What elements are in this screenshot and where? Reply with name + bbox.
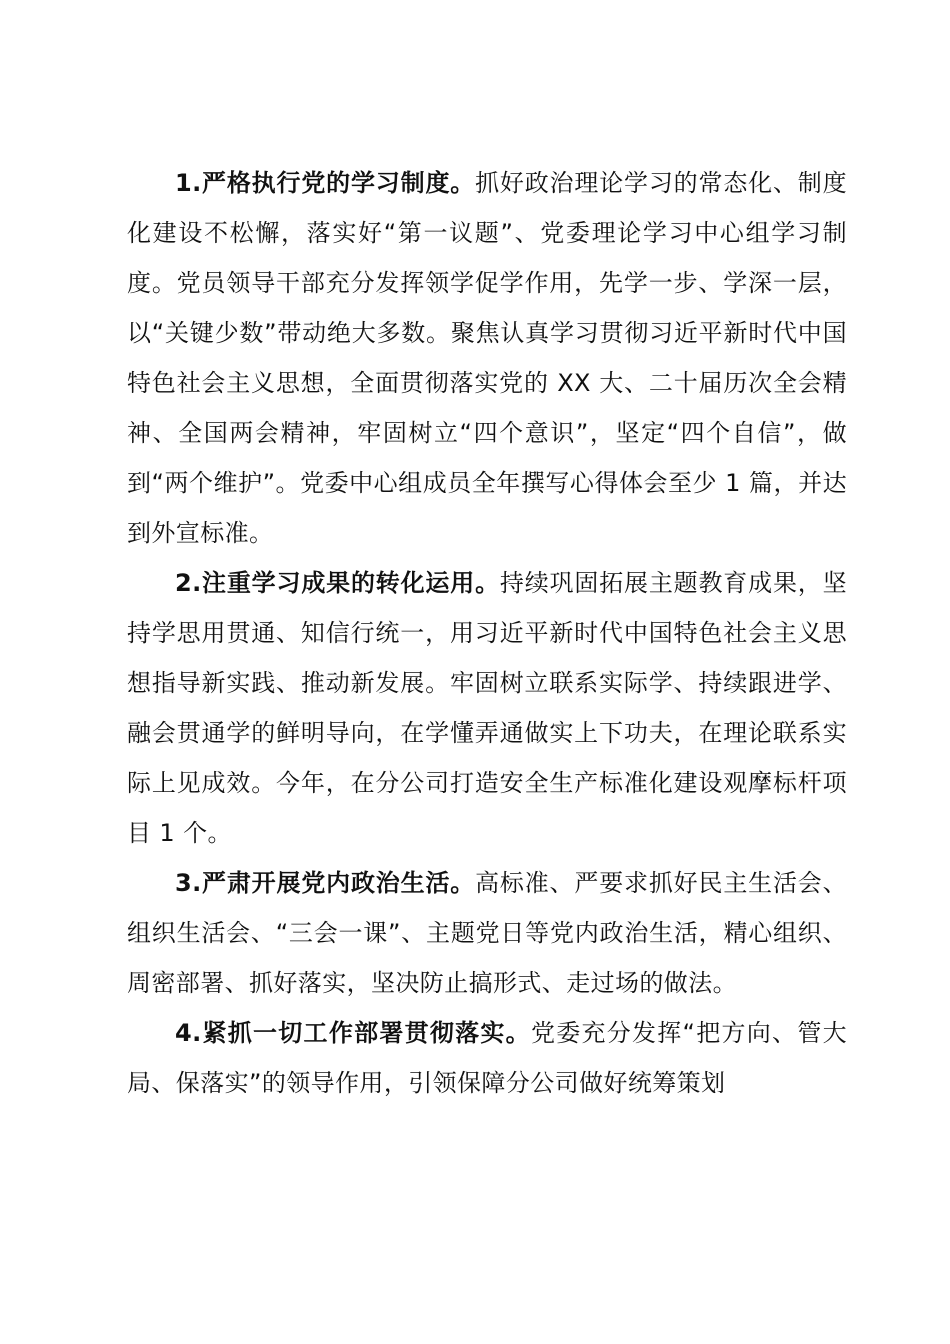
paragraph-3-text: 高标准、严要求抓好民主生活会、组织生活会、“三会一课”、主题党日等党内政治生活，精心组织、周密部署、抓好落实，坚决防止搞形式、走过场的做法。: [127, 869, 848, 997]
paragraph-4: [127, 1008, 847, 1108]
paragraph-3: [127, 858, 847, 1008]
paragraph-2-heading: 2.注重学习成果的转化运用。: [175, 569, 500, 597]
paragraph-1-heading: 1.严格执行党的学习制度。: [175, 169, 476, 197]
paragraph-4-heading: 4.紧抓一切工作部署贯彻落实。: [175, 1019, 531, 1047]
paragraph-2-text: 持续巩固拓展主题教育成果，坚持学思用贯通、知信行统一，用习近平新时代中国特色社会主义思想指导新实践、推动新发展。牢固树立联系实际学、持续跟进学、融会贯通学的鲜明导向，在学懂弄通做实上下功夫，在理论联系实际上见成效。今年，在分公司打造安全生产标准化建设观摩标杆项目 1 个。: [127, 569, 847, 847]
paragraph-4-text: 党委充分发挥“把方向、管大局、保落实”的领导作用，引领保障分公司做好统筹策划: [127, 1019, 847, 1097]
document-body: [127, 158, 847, 1108]
paragraph-2: [127, 558, 847, 858]
paragraph-3-heading: 3.严肃开展党内政治生活。: [175, 869, 476, 897]
paragraph-1: [127, 158, 847, 558]
paragraph-1-text: 抓好政治理论学习的常态化、制度化建设不松懈，落实好“第一议题”、党委理论学习中心组学习制度。党员领导干部充分发挥领学促学作用，先学一步、学深一层，以“关键少数”带动绝大多数。聚焦认真学习贯彻习近平新时代中国特色社会主义思想，全面贯彻落实党的 XX 大、二十届历次全会精神、全国两会精神，牢固树立“四个意识”，坚定“四个自信”，做到“两个维护”。党委中心组成员全年撰写心得体会至少 1 篇，并达到外宣标准。: [127, 169, 848, 547]
